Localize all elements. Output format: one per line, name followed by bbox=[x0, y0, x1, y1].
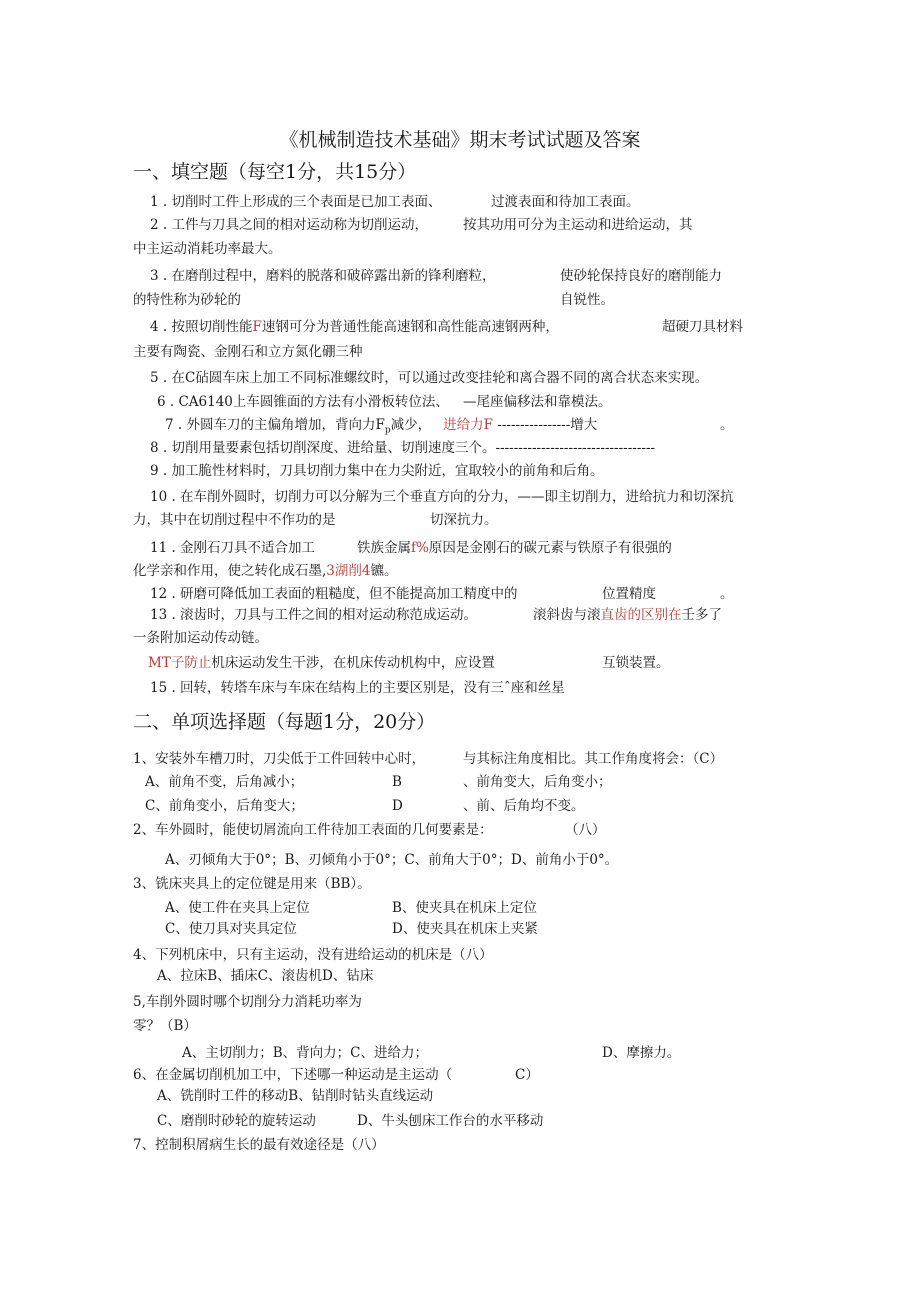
s1-q5: 5 . 在C砧圆车床上加工不同标准螺纹时，可以通过改变挂轮和离合器不同的离合状态来实现。 bbox=[150, 370, 709, 386]
s1-q11-part-b: 铁族金属f%原因是金刚石的碳元素与铁原子有很强的 bbox=[357, 540, 672, 556]
s1-q6-part-b: —尾座偏移法和靠模法。 bbox=[463, 394, 612, 410]
s2-q1-option-c: C、前角变小，后角变大； bbox=[145, 798, 304, 814]
s1-q3-part-d: 自锐性。 bbox=[560, 292, 614, 308]
s1-q3-part-a: 3 . 在磨削过程中，磨料的脱落和破碎露出新的锋利磨粒， bbox=[150, 268, 496, 284]
s2-q5-option-d: D、摩擦力。 bbox=[602, 1045, 681, 1061]
s2-q5-stem-a: 5,车削外圆时哪个切削分力消耗功率为 bbox=[133, 994, 362, 1010]
s1-q2-part-b: 按其功用可分为主运动和进给运动，其 bbox=[463, 217, 693, 233]
s1-q7-part-b: 。 bbox=[720, 417, 734, 433]
s2-q2-answer: （八） bbox=[565, 822, 606, 838]
s2-q4-options: A、拉床B、插床C、滚齿机D、钻床 bbox=[157, 968, 374, 984]
s2-q5-stem-b: 零？（B） bbox=[133, 1018, 197, 1034]
s2-q3-option-c: C、使刀具对夹具定位 bbox=[165, 921, 297, 937]
s1-q1-part-a: 1 . 切削时工件上形成的三个表面是已加工表面、 bbox=[150, 194, 442, 210]
s2-q3-option-b: B、使夹具在机床上定位 bbox=[392, 900, 537, 916]
s2-q1-option-d: 、前、后角均不变。 bbox=[463, 798, 585, 814]
s1-q14-part-a: MT子防止机床运动发生干涉，在机床传动机构中，应设置 bbox=[148, 655, 495, 671]
s1-q8: 8 . 切削用量要素包括切削深度、进给量、切削速度三个。----------------------------------- bbox=[150, 440, 656, 456]
s1-q1-part-b: 过渡表面和待加工表面。 bbox=[491, 194, 640, 210]
s1-q4-part-a: 4 . 按照切削性能F速钢可分为普通性能高速钢和高性能高速钢两种， bbox=[150, 319, 559, 335]
s1-q15: 15 . 回转，转塔车床与车床在结构上的主要区别是，没有三ˆ座和丝星 bbox=[150, 680, 565, 696]
s1-q11-part-a: 11 . 金刚石刀具不适合加工 bbox=[150, 540, 316, 556]
s1-q6-part-a: 6 . CA6140上车圆锥面的方法有小滑板转位法、 bbox=[157, 394, 449, 410]
s1-q14-part-b: 互锁装置。 bbox=[602, 655, 670, 671]
s1-q12-part-a: 12 . 研磨可降低加工表面的粗糙度，但不能提高加工精度中的 bbox=[150, 586, 518, 602]
s2-q4-stem: 4、下列机床中，只有主运动，没有进给运动的机床是（八） bbox=[133, 947, 493, 963]
page-title: 《机械制造技术基础》期末考试试题及答案 bbox=[279, 129, 641, 151]
section1-heading: 一、填空题（每空1分，共15分） bbox=[133, 161, 417, 183]
s2-q6-stem: 6、在金属切削机加工中，下述哪一种运动是主运动（ bbox=[133, 1067, 453, 1083]
s2-q3-stem: 3、铣床夹具上的定位键是用来（BB）。 bbox=[133, 876, 371, 892]
s2-q1-stem-b: 与其标注角度相比。其工作角度将会：（C） bbox=[463, 751, 724, 767]
s2-q1-option-b-letter: B bbox=[392, 774, 402, 790]
s2-q1-option-a: A、前角不变，后角减小； bbox=[145, 774, 304, 790]
s1-q9: 9 . 加工脆性材料时，刀具切削力集中在力尖附近，宜取较小的前角和后角。 bbox=[150, 463, 604, 479]
s1-q10-part-a: 10 . 在车削外圆时，切削力可以分解为三个垂直方向的分力，——即主切削力，进给抗力和切深抗 bbox=[150, 489, 734, 505]
s1-q2-part-a: 2 . 工件与刀具之间的相对运动称为切削运动， bbox=[150, 217, 428, 233]
s2-q6-option-d: D、牛头刨床工作台的水平移动 bbox=[357, 1113, 544, 1129]
s2-q1-stem-a: 1、安装外车槽刀时，刀尖低于工件回转中心时， bbox=[133, 751, 426, 767]
s1-q3-part-c: 的特性称为砂轮的 bbox=[133, 292, 241, 308]
s1-q10-part-c: 切深抗力。 bbox=[430, 512, 498, 528]
s1-q13-part-a: 13 . 滚齿时，刀具与工件之间的相对运动称范成运动。 bbox=[150, 607, 478, 623]
s2-q6-options-ab: A、铣削时工件的移动B、钻削时钻头直线运动 bbox=[157, 1088, 434, 1104]
section2-heading: 二、单项选择题（每题1分，20分） bbox=[133, 711, 436, 733]
s2-q3-option-d: D、使夹具在机床上夹紧 bbox=[392, 921, 538, 937]
s2-q2-stem: 2、车外圆时，能使切屑流向工件待加工表面的几何要素是： bbox=[133, 822, 493, 838]
s1-q12-part-b: 位置精度 bbox=[602, 586, 656, 602]
s1-q3-part-b: 使砂轮保持良好的磨削能力 bbox=[560, 268, 722, 284]
s1-q2-part-c: 中主运动消耗功率最大。 bbox=[133, 241, 282, 257]
s1-q4-part-c: 主要有陶瓷、金刚石和立方氮化硼三种 bbox=[133, 344, 363, 360]
s1-q13-part-b: 滚斜齿与滚直齿的区别在壬多了 bbox=[533, 607, 722, 623]
s2-q3-option-a: A、使工件在夹具上定位 bbox=[165, 900, 310, 916]
s1-q11-part-c: 化学亲和作用，使之转化成石墨,3湖削4镳。 bbox=[133, 563, 398, 579]
s1-q7-part-a: 7 . 外圆车刀的主偏角增加，背向力$F_p$减少， 进给力F ----------------增大 bbox=[165, 417, 598, 436]
s1-q13-part-c: 一条附加运动传动链。 bbox=[133, 630, 268, 646]
s1-q10-part-b: 力，其中在切削过程中不作功的是 bbox=[133, 512, 336, 528]
s2-q1-option-d-letter: D bbox=[392, 798, 403, 814]
s2-q6-answer: C） bbox=[515, 1067, 539, 1083]
s2-q1-option-b: 、前角变大，后角变小； bbox=[463, 774, 612, 790]
s2-q7-stem: 7、控制积屑病生长的最有效途径是（八） bbox=[133, 1137, 385, 1153]
s2-q6-option-c: C、磨削时砂轮的旋转运动 bbox=[157, 1113, 316, 1129]
s2-q2-options: A、刃倾角大于0°；B、刃倾角小于0°；C、前角大于0°；D、前角小于0°。 bbox=[165, 852, 619, 868]
s1-q12-part-c: 。 bbox=[720, 586, 734, 602]
s2-q5-options: A、主切削力；B、背向力；C、进给力； bbox=[182, 1045, 428, 1061]
s1-q4-part-b: 超硬刀具材料 bbox=[662, 319, 743, 335]
